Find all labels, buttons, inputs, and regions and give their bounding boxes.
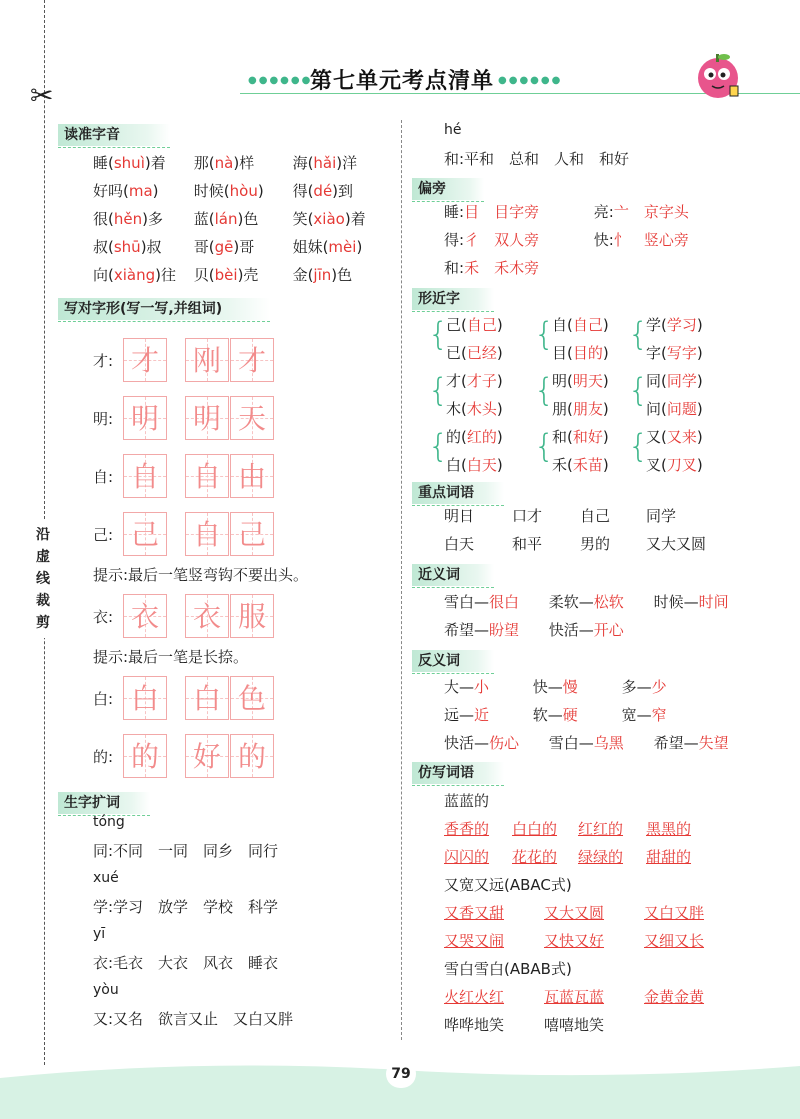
brace-icon: { bbox=[534, 371, 555, 409]
writing-cell: 自 bbox=[185, 454, 229, 498]
word: 很( bbox=[93, 210, 114, 228]
pinyin: mèi bbox=[328, 238, 357, 256]
brace-icon: { bbox=[628, 371, 649, 409]
answer: 又哭又闹 bbox=[444, 932, 505, 950]
word: )色 bbox=[237, 210, 259, 228]
imitation-row bbox=[444, 902, 784, 930]
pinyin: xiào bbox=[313, 210, 345, 228]
answer: 已经 bbox=[466, 344, 497, 362]
word: 贝( bbox=[193, 266, 215, 284]
writing-cell: 衣 bbox=[185, 594, 229, 638]
writing-row bbox=[93, 734, 393, 784]
word: 白天 bbox=[444, 535, 475, 553]
word: 明日 bbox=[444, 507, 475, 525]
brace-icon: { bbox=[534, 315, 555, 353]
word: 希望— bbox=[653, 734, 699, 752]
word: 时候( bbox=[193, 182, 230, 200]
radical-char: 睡: bbox=[444, 203, 465, 221]
cut-instruction bbox=[28, 520, 58, 638]
writing-row bbox=[93, 454, 393, 512]
answer: 刀叉 bbox=[666, 456, 697, 474]
pinyin: jīn bbox=[313, 266, 332, 284]
word: 和平 bbox=[512, 535, 543, 553]
char: 和 bbox=[552, 428, 568, 446]
dots-right-icon: ●●●●●● bbox=[498, 75, 563, 86]
answer: 甜甜的 bbox=[646, 848, 692, 866]
writing-cell: 色 bbox=[230, 676, 274, 720]
answer: 火红火红 bbox=[444, 988, 505, 1006]
answer: 学习 bbox=[666, 316, 697, 334]
writing-cell: 的 bbox=[230, 734, 274, 778]
writing-cell: 明 bbox=[123, 396, 167, 440]
pattern-label: 雪白雪白(ABAB式) bbox=[444, 960, 572, 978]
section-heading-word-expansion: 生字扩词 bbox=[58, 792, 150, 814]
key-words-list bbox=[444, 505, 784, 561]
synonym-row bbox=[444, 591, 784, 619]
word: 快— bbox=[532, 678, 563, 696]
answer: 又细又长 bbox=[644, 932, 705, 950]
apple-mascot-icon bbox=[690, 48, 746, 104]
imitation-list bbox=[444, 790, 784, 1042]
char: 才 bbox=[446, 372, 462, 390]
word: )叔 bbox=[140, 238, 162, 256]
word: 姐妹( bbox=[292, 238, 329, 256]
answer: 伤心 bbox=[489, 734, 520, 752]
antonym-row bbox=[444, 732, 784, 760]
writing-row bbox=[93, 338, 393, 396]
word: 海( bbox=[292, 154, 314, 172]
answer: 写字 bbox=[666, 344, 697, 362]
writing-label: 白: bbox=[93, 690, 114, 708]
answer: 白天 bbox=[466, 456, 497, 474]
answer: 红红的 bbox=[578, 820, 624, 838]
word: 快活— bbox=[444, 734, 490, 752]
writing-row bbox=[93, 594, 393, 646]
writing-practice bbox=[93, 338, 393, 784]
word: 男的 bbox=[580, 535, 611, 553]
section-heading-similar-chars: 形近字 bbox=[412, 288, 494, 310]
answer: 和好 bbox=[572, 428, 603, 446]
page-number: 79 bbox=[386, 1060, 416, 1088]
brace-icon: { bbox=[428, 427, 449, 465]
writing-cell: 己 bbox=[123, 512, 167, 556]
radical-char: 快: bbox=[593, 231, 614, 249]
radical-answer: 目 目字旁 bbox=[464, 203, 540, 221]
word: 快活— bbox=[548, 621, 594, 639]
writing-cell: 白 bbox=[185, 676, 229, 720]
brace-icon: { bbox=[628, 315, 649, 353]
similar-chars-grid: { 己(自己) 已(已经) { 自(自己) 目(目的) { 学(学习) 字(写字) { 才(才子) 木(木头) { 明(明天) 朋(朋友) { 同(同学) 问(问题) { 的(红的) 白(白天) { 和(和好) 禾(禾苗) { 又(又来) 叉(刀叉) bbox=[428, 315, 703, 474]
synonym-row bbox=[444, 619, 784, 647]
scissors-icon: ✂ bbox=[30, 79, 54, 112]
dots-left-icon: ●●●●●● bbox=[248, 75, 313, 86]
cut-char: 剪 bbox=[36, 615, 50, 631]
word: 柔软— bbox=[548, 593, 594, 611]
answer: 又来 bbox=[666, 428, 697, 446]
radical-row bbox=[444, 229, 774, 257]
pattern-label: 蓝蓝的 bbox=[444, 792, 490, 810]
word: 又大又圆 bbox=[646, 535, 707, 553]
he-section bbox=[444, 122, 629, 176]
radical-row bbox=[444, 201, 774, 229]
radical-answer: 亠 京字头 bbox=[613, 203, 689, 221]
pinyin: hé bbox=[444, 122, 462, 138]
answer: 红的 bbox=[466, 428, 497, 446]
word: 希望— bbox=[444, 621, 490, 639]
radical-answer: 忄 竖心旁 bbox=[613, 231, 689, 249]
char: 问 bbox=[646, 400, 662, 418]
word: )到 bbox=[332, 182, 354, 200]
word: )色 bbox=[331, 266, 353, 284]
imitation-row bbox=[444, 930, 784, 958]
pinyin: dé bbox=[313, 182, 333, 200]
char: 禾 bbox=[552, 456, 568, 474]
writing-label: 自: bbox=[93, 468, 114, 486]
word: )样 bbox=[233, 154, 255, 172]
word: )哥 bbox=[233, 238, 255, 256]
char: 同 bbox=[646, 372, 662, 390]
pinyin: shū bbox=[113, 238, 141, 256]
answer: 又快又好 bbox=[544, 932, 605, 950]
section-heading-radicals: 偏旁 bbox=[412, 178, 484, 200]
answer: 又香又甜 bbox=[444, 904, 505, 922]
word: 蓝( bbox=[193, 210, 215, 228]
pinyin: xué bbox=[93, 870, 119, 886]
pinyin: hǎi bbox=[313, 154, 337, 172]
char: 已 bbox=[446, 344, 462, 362]
brace-icon: { bbox=[628, 427, 649, 465]
answer: 慢 bbox=[562, 678, 578, 696]
imitation-row bbox=[444, 846, 784, 874]
answer: 又大又圆 bbox=[544, 904, 605, 922]
cut-char: 沿 bbox=[36, 527, 50, 543]
answer: 窄 bbox=[651, 706, 667, 724]
pronunciation-row bbox=[93, 152, 393, 180]
writing-row bbox=[93, 676, 393, 734]
char: 朋 bbox=[552, 400, 568, 418]
word: 好吗( bbox=[93, 182, 129, 200]
word: 口才 bbox=[512, 507, 543, 525]
writing-cell: 自 bbox=[123, 454, 167, 498]
expansion-line: 衣:毛衣 大衣 风衣 睡衣 bbox=[93, 954, 279, 972]
cut-char: 裁 bbox=[36, 593, 50, 609]
char: 己 bbox=[446, 316, 462, 334]
word: 哗哗地笑 bbox=[444, 1016, 505, 1034]
writing-cell: 才 bbox=[123, 338, 167, 382]
answer: 闪闪的 bbox=[444, 848, 490, 866]
writing-row bbox=[93, 396, 393, 454]
brace-icon: { bbox=[428, 371, 449, 409]
word: ) bbox=[356, 238, 363, 256]
pinyin: lán bbox=[214, 210, 238, 228]
key-words-row bbox=[444, 505, 784, 533]
writing-cell: 自 bbox=[185, 512, 229, 556]
cut-char: 虚 bbox=[36, 549, 50, 565]
answer: 黑黑的 bbox=[646, 820, 692, 838]
pinyin: hěn bbox=[113, 210, 143, 228]
imitation-row bbox=[444, 818, 784, 846]
answer: 木头 bbox=[466, 400, 497, 418]
writing-cell: 衣 bbox=[123, 594, 167, 638]
word: ) bbox=[152, 182, 159, 200]
radical-answer: 禾 禾木旁 bbox=[464, 259, 540, 277]
answer: 自己 bbox=[572, 316, 603, 334]
word: 得( bbox=[292, 182, 314, 200]
expansion-line: 同:不同 一同 同乡 同行 bbox=[93, 842, 279, 860]
pinyin: yòu bbox=[93, 982, 119, 998]
pronunciation-row bbox=[93, 208, 393, 236]
writing-label: 衣: bbox=[93, 608, 114, 626]
word: )壳 bbox=[237, 266, 259, 284]
word: 那( bbox=[193, 154, 215, 172]
answer: 硬 bbox=[562, 706, 578, 724]
antonym-row bbox=[444, 676, 784, 704]
answer: 开心 bbox=[593, 621, 624, 639]
char: 明 bbox=[552, 372, 568, 390]
radical-answer: 彳 双人旁 bbox=[464, 231, 540, 249]
word: )多 bbox=[142, 210, 163, 228]
answer: 香香的 bbox=[444, 820, 490, 838]
answer: 朋友 bbox=[572, 400, 603, 418]
pinyin: gē bbox=[214, 238, 234, 256]
imitation-row bbox=[444, 986, 784, 1014]
answer: 自己 bbox=[466, 316, 497, 334]
expansion-line: 又:又名 欲言又止 又白又胖 bbox=[93, 1010, 294, 1028]
writing-row bbox=[93, 512, 393, 564]
answer: 目的 bbox=[572, 344, 603, 362]
word: 软— bbox=[532, 706, 563, 724]
antonym-row bbox=[444, 704, 784, 732]
section-heading-pronunciation: 读准字音 bbox=[58, 124, 170, 146]
char: 的 bbox=[446, 428, 462, 446]
section-heading-writing: 写对字形(写一写,并组词) bbox=[58, 298, 270, 320]
pinyin: shuì bbox=[113, 154, 145, 172]
char: 白 bbox=[446, 456, 462, 474]
word: )往 bbox=[155, 266, 176, 284]
answer: 明天 bbox=[572, 372, 603, 390]
char: 自 bbox=[552, 316, 568, 334]
word: )着 bbox=[344, 210, 366, 228]
key-words-row bbox=[444, 533, 784, 561]
page-title: 第七单元考点清单 bbox=[310, 68, 495, 94]
pattern-label: 又宽又远(ABAC式) bbox=[444, 876, 572, 894]
imitation-row bbox=[444, 1014, 784, 1042]
word: ) bbox=[257, 182, 264, 200]
writing-tip: 提示:最后一笔竖弯钩不要出头。 bbox=[93, 566, 309, 584]
section-heading-synonyms: 近义词 bbox=[412, 564, 494, 586]
word: 雪白— bbox=[548, 734, 594, 752]
writing-label: 明: bbox=[93, 410, 114, 428]
word: 宽— bbox=[621, 706, 652, 724]
answer: 又白又胖 bbox=[644, 904, 705, 922]
pronunciation-list bbox=[93, 152, 393, 292]
section-heading-imitation: 仿写词语 bbox=[412, 762, 504, 784]
answer: 禾苗 bbox=[572, 456, 603, 474]
brace-icon: { bbox=[534, 427, 555, 465]
pinyin: nà bbox=[214, 154, 234, 172]
pinyin: xiàng bbox=[113, 266, 156, 284]
radical-row bbox=[444, 257, 774, 285]
answer: 花花的 bbox=[512, 848, 558, 866]
word-expansion-list bbox=[93, 814, 393, 1038]
answer: 金黄金黄 bbox=[644, 988, 705, 1006]
char: 又 bbox=[646, 428, 662, 446]
radicals-list bbox=[444, 201, 774, 285]
pinyin: bèi bbox=[214, 266, 238, 284]
word: 多— bbox=[621, 678, 652, 696]
answer: 少 bbox=[651, 678, 667, 696]
pinyin: ma bbox=[128, 182, 153, 200]
expansion-line: 和:平和 总和 人和 和好 bbox=[444, 150, 630, 168]
radical-char: 亮: bbox=[593, 203, 614, 221]
answer: 很白 bbox=[489, 593, 520, 611]
word: 金( bbox=[292, 266, 314, 284]
cut-char: 线 bbox=[36, 571, 50, 587]
pinyin: yī bbox=[93, 926, 106, 942]
antonyms-list bbox=[444, 676, 784, 760]
writing-cell: 白 bbox=[123, 676, 167, 720]
answer: 失望 bbox=[698, 734, 729, 752]
writing-cell: 好 bbox=[185, 734, 229, 778]
answer: 时间 bbox=[698, 593, 729, 611]
answer: 盼望 bbox=[489, 621, 520, 639]
writing-tip: 提示:最后一笔是长捺。 bbox=[93, 648, 249, 666]
writing-label: 才: bbox=[93, 352, 114, 370]
word: 笑( bbox=[292, 210, 314, 228]
section-heading-antonyms: 反义词 bbox=[412, 650, 494, 672]
pronunciation-row bbox=[93, 180, 393, 208]
word: 哥( bbox=[193, 238, 215, 256]
word: 同学 bbox=[646, 507, 677, 525]
answer: 近 bbox=[474, 706, 490, 724]
word: 自己 bbox=[580, 507, 611, 525]
answer: 乌黑 bbox=[593, 734, 624, 752]
word: )着 bbox=[144, 154, 166, 172]
pronunciation-row bbox=[93, 264, 393, 292]
column-divider bbox=[401, 120, 402, 1040]
writing-cell: 天 bbox=[230, 396, 274, 440]
writing-cell: 刚 bbox=[185, 338, 229, 382]
pronunciation-row bbox=[93, 236, 393, 264]
word: 叔( bbox=[93, 238, 114, 256]
word: 雪白— bbox=[444, 593, 490, 611]
word: )洋 bbox=[336, 154, 358, 172]
word: 时候— bbox=[653, 593, 699, 611]
writing-cell: 才 bbox=[230, 338, 274, 382]
writing-cell: 的 bbox=[123, 734, 167, 778]
char: 学 bbox=[646, 316, 662, 334]
answer: 松软 bbox=[593, 593, 624, 611]
pinyin: hòu bbox=[229, 182, 258, 200]
synonyms-list bbox=[444, 591, 784, 647]
word: 睡( bbox=[93, 154, 114, 172]
brace-icon: { bbox=[428, 315, 449, 353]
answer: 才子 bbox=[466, 372, 497, 390]
word: 嘻嘻地笑 bbox=[544, 1016, 605, 1034]
expansion-line: 学:学习 放学 学校 科学 bbox=[93, 898, 279, 916]
radical-char: 得: bbox=[444, 231, 465, 249]
radical-char: 和: bbox=[444, 259, 465, 277]
writing-cell: 由 bbox=[230, 454, 274, 498]
answer: 瓦蓝瓦蓝 bbox=[544, 988, 605, 1006]
answer: 问题 bbox=[666, 400, 697, 418]
answer: 白白的 bbox=[512, 820, 558, 838]
answer: 绿绿的 bbox=[578, 848, 624, 866]
word: 大— bbox=[444, 678, 475, 696]
char: 字 bbox=[646, 344, 662, 362]
word: 向( bbox=[93, 266, 114, 284]
char: 叉 bbox=[646, 456, 662, 474]
writing-cell: 服 bbox=[230, 594, 274, 638]
char: 木 bbox=[446, 400, 462, 418]
answer: 小 bbox=[474, 678, 490, 696]
writing-cell: 己 bbox=[230, 512, 274, 556]
char: 目 bbox=[552, 344, 568, 362]
section-heading-key-words: 重点词语 bbox=[412, 482, 504, 504]
pinyin: tóng bbox=[93, 814, 125, 830]
word: 远— bbox=[444, 706, 475, 724]
writing-label: 的: bbox=[93, 748, 114, 766]
writing-label: 己: bbox=[93, 526, 114, 544]
writing-cell: 明 bbox=[185, 396, 229, 440]
answer: 同学 bbox=[666, 372, 697, 390]
